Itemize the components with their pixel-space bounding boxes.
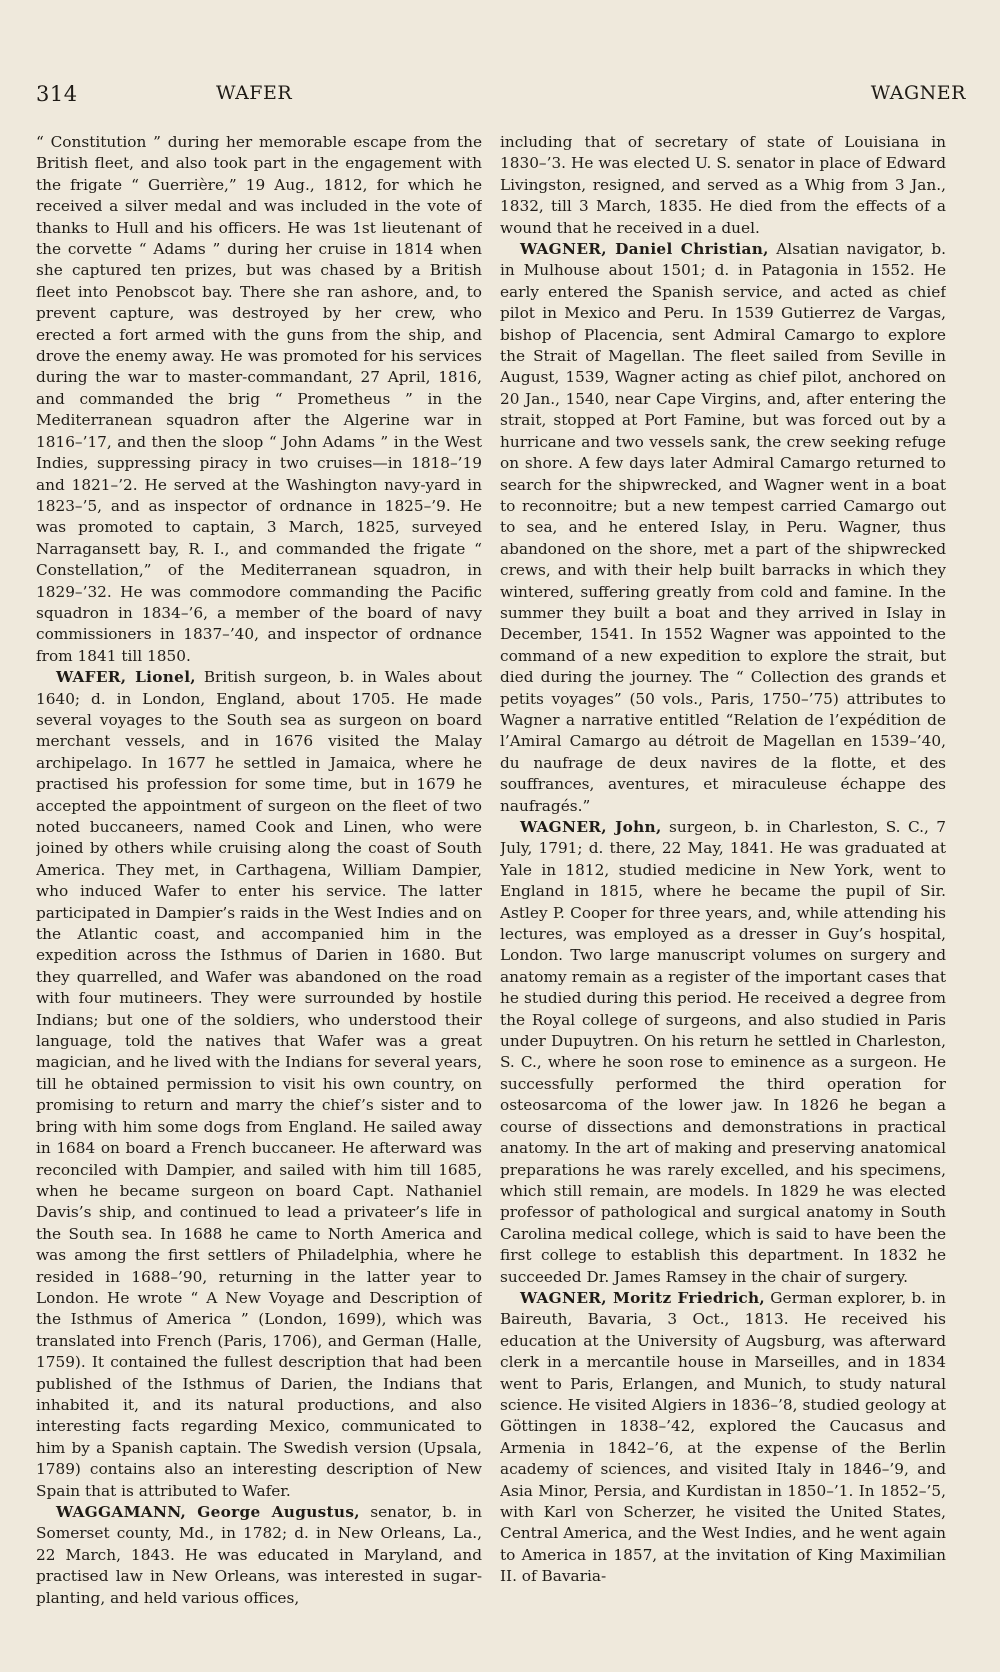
- page-number: 314: [36, 82, 78, 106]
- entry-headword: WAGNER, Moritz Friedrich,: [520, 1288, 766, 1307]
- entry-body: Alsatian navigator, b. in Mulhouse about 1501; d. in Patagonia in 1552. He early entered the Spanish service, and acted as chief pilot in Mexico and Peru. In 1539 Gutierrez de Vargas, bishop of Placencia, sent Admiral Camargo to explore the Strait of Magellan. The fleet sailed from Seville in August, 1539, Wagner acting as chief pilot, anchored on 20 Jan., 1540, near Cape Virgins, and, after entering the strait, stopped at Port Famine, but was forced out by a hurricane and two vessels sank, the crew seeking refuge on shore. A few days later Admiral Camargo returned to search for the shipwrecked, and Wagner went in a boat to reconnoitre; but a new tempest carried Camargo out to sea, and he entered Islay, in Peru. Wagner, thus abandoned on the shore, met a part of the shipwrecked crews, and with their help built barracks in which they wintered, suffering greatly from cold and famine. In the summer they built a boat and they arrived in Islay in December, 1541. In 1552 Wagner was appointed to the command of a new expedition to explore the strait, but died during the journey. The “ Collection des grands et petits voyages” (50 vols., Paris, 1750–’75) attributes to Wagner a narrative entitled “Relation de l’expédition de l’Amiral Camargo au détroit de Magellan en 1539–’40, du naufrage de deux navires de la flotte, et des souffrances, aventures, et miraculeuse échappe des naufragés.”: [500, 240, 946, 815]
- entry-wagner-daniel: [500, 239, 946, 817]
- entry-wagner-moritz: [500, 1288, 946, 1588]
- entry-body: British surgeon, b. in Wales about 1640; d. in London, England, about 1705. He made several voyages to the South sea as surgeon on board merchant vessels, and in 1676 visited the Malay archipelago. In 1677 he settled in Jamaica, where he practised his profession for some time, but in 1679 he accepted the appointment of surgeon on the fleet of two noted buccaneers, named Cook and Linen, who were joined by others while cruising along the coast of South America. They met, in Carthagena, William Dampier, who induced Wafer to enter his service. The latter participated in Dampier’s raids in the West Indies and on the Atlantic coast, and accompanied him in the expedition across the Isthmus of Darien in 1680. But they quarrelled, and Wafer was abandoned on the road with four mutineers. They were surrounded by hostile Indians; but one of the soldiers, who understood their language, told the natives that Wafer was a great magician, and he lived with the Indians for several years, till he obtained permission to visit his own country, on promising to return and marry the chief’s sister and to bring with him some dogs from England. He sailed away in 1684 on board a French buccaneer. He afterward was reconciled with Dampier, and sailed with him till 1685, when he became surgeon on board Capt. Nathaniel Davis’s ship, and continued to lead a privateer’s life in the South sea. In 1688 he came to North America and was among the first settlers of Philadelphia, where he resided in 1688–’90, returning in the latter year to London. He wrote “ A New Voyage and Description of the Isthmus of America ” (London, 1699), which was translated into French (Paris, 1706), and German (Halle, 1759). It contained the fullest description that had been published of the Isthmus of Darien, the Indians that inhabited it, and its natural productions, and also interesting facts regarding Mexico, communicated to him by a Spanish captain. The Swedish version (Upsala, 1789) contains also an interesting description of New Spain that is attributed to Wafer.: [36, 668, 482, 1500]
- entry-headword: WAGNER, John,: [520, 818, 662, 836]
- right-running-head: WAGNER: [870, 82, 966, 104]
- entry-headword: WAFER, Lionel,: [56, 668, 196, 687]
- left-running-head: WAFER: [216, 82, 293, 104]
- entry-wagner-john: [500, 817, 946, 1288]
- entry-headword: WAGNER, Daniel Christian,: [520, 240, 769, 259]
- continued-entry-text: “ Constitution ” during her memorable escape from the British fleet, and also took part in the engagement with the frigate “ Guerrière,” 19 Aug., 1812, for which he received a silver medal and was included in the vote of thanks to Hull and his officers. He was 1st lieutenant of the corvette “ Adams ” during her cruise in 1814 when she captured ten prizes, but was chased by a British fleet into Penobscot bay. There she ran ashore, and, to prevent capture, was destroyed by her crew, who erected a fort armed with the guns from the ship, and drove the enemy away. He was promoted for his services during the war to master-commandant, 27 April, 1816, and commanded the brig “ Prometheus ” in the Mediterranean squadron after the Algerine war in 1816–’17, and then the sloop “ John Adams ” in the West Indies, suppressing piracy in two cruises—in 1818–’19 and 1821–’2. He served at the Washington navy-yard in 1823–’5, and as inspector of ordnance in 1825–’9. He was promoted to captain, 3 March, 1825, surveyed Narragansett bay, R. I., and commanded the frigate “ Constellation,” of the Mediterranean squadron, in 1829–’32. He was commodore commanding the Pacific squadron in 1834–’6, a member of the board of navy commissioners in 1837–’40, and inspector of ordnance from 1841 till 1850.: [36, 133, 482, 665]
- running-header: [36, 82, 966, 114]
- entry-headword: WAGGAMANN, George Augustus,: [56, 1503, 360, 1521]
- entry-body: senator, b. in Somerset county, Md., in 1782; d. in New Orleans, La., 22 March, 1843. He was educated in Maryland, and practised law in New Orleans, was interested in sugar-planting, and held various offices,: [36, 1503, 482, 1607]
- right-column: [500, 132, 946, 1652]
- entry-body: surgeon, b. in Charleston, S. C., 7 July, 1791; d. there, 22 May, 1841. He was graduated at Yale in 1812, studied medicine in New York, went to England in 1815, where he became the pupil of Sir. Astley P. Cooper for three years, and, while attending his lectures, was employed as a dresser in Guy’s hospital, London. Two large manuscript volumes on surgery and anatomy remain as a register of the important cases that he studied during this period. He received a degree from the Royal college of surgeons, and also studied in Paris under Dupuytren. On his return he settled in Charleston, S. C., where he soon rose to eminence as a surgeon. He successfully performed the third operation for osteosarcoma of the lower jaw. In 1826 he began a course of dissections and demonstrations in practical anatomy. In the art of making and preserving anatomical preparations he was rarely excelled, and his specimens, which still remain, are models. In 1829 he was elected professor of pathological and surgical anatomy in South Carolina medical college, which is said to have been the first college to establish this department. In 1832 he succeeded Dr. James Ramsey in the chair of surgery.: [500, 818, 946, 1286]
- column-gutter: [486, 130, 487, 1650]
- entry-wafer: [36, 667, 482, 1502]
- entry-body: German explorer, b. in Baireuth, Bavaria, 3 Oct., 1813. He received his education at the University of Augsburg, was afterward clerk in a mercantile house in Marseilles, and in 1834 went to Paris, Erlangen, and Munich, to study natural science. He visited Algiers in 1836–’8, studied geology at Göttingen in 1838–’42, explored the Caucasus and Armenia in 1842–’6, at the expense of the Berlin academy of sciences, and visited Italy in 1846–’9, and Asia Minor, Persia, and Kurdistan in 1850–’1. In 1852–’5, with Karl von Scherzer, he visited the United States, Central America, and the West Indies, and he went again to America in 1857, at the invitation of King Maximilian II. of Bavaria-: [500, 1288, 946, 1586]
- entry-waggamann: [36, 1502, 482, 1609]
- left-column: [36, 132, 482, 1652]
- continued-entry-text: including that of secretary of state of Louisiana in 1830–’3. He was elected U. S. senator in place of Edward Livingston, resigned, and served as a Whig from 3 Jan., 1832, till 3 March, 1835. He died from the effects of a wound that he received in a duel.: [500, 133, 946, 237]
